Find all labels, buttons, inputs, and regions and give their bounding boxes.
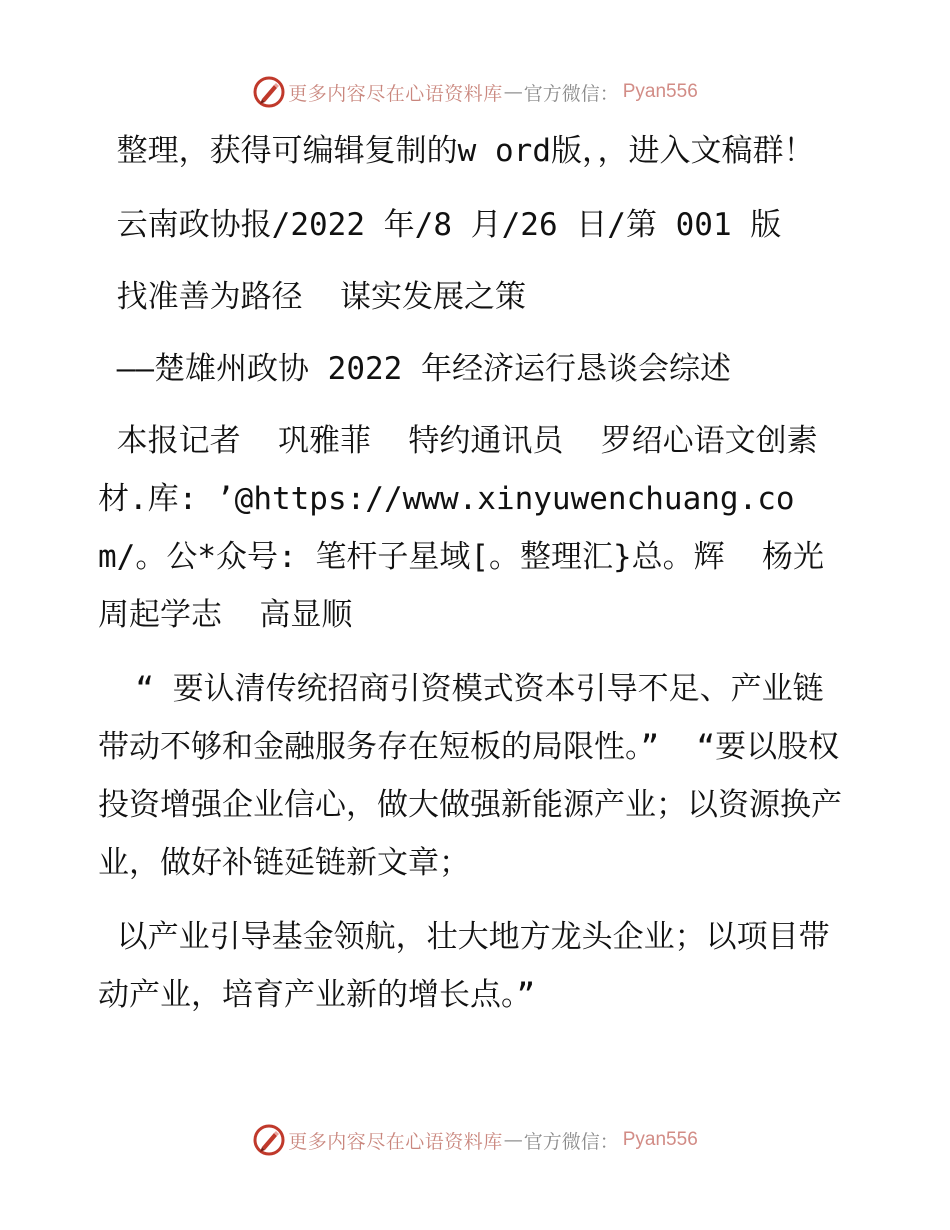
banner-wechat-id: Pyan556 [622, 1129, 698, 1150]
paragraph-source: 云南政协报/2022 年/8 月/26 日/第 001 版 [98, 207, 782, 243]
paragraph-quote-1: “ 要认清传统招商引资模式资本引导不足、产业链带动不够和金融服务存在短板的局限性。” “要以股权投资增强企业信心，做大做强新能源产业；以资源换产业，做好补链延链新文章； [98, 671, 842, 881]
banner-separator: — [503, 81, 523, 103]
header-banner [0, 72, 950, 112]
paragraph-subheadline: ——楚雄州政协 2022 年经济运行恳谈会综述 [98, 351, 731, 387]
banner-text: 更多内容尽在心语资料库 [288, 1130, 503, 1153]
pen-logo-icon [252, 75, 286, 109]
banner-text: 更多内容尽在心语资料库 [288, 82, 503, 105]
pen-logo-icon [252, 1123, 286, 1157]
paragraph-headline: 找准善为路径 谋实发展之策 [98, 279, 526, 315]
footer-banner [0, 1120, 950, 1160]
banner-wechat-id: Pyan556 [622, 81, 698, 102]
banner-wechat-label: 官方微信： [523, 82, 619, 105]
banner-wechat-label: 官方微信： [523, 1130, 619, 1153]
document-body [98, 122, 850, 1040]
paragraph-byline: 本报记者 巩雅菲 特约通讯员 罗绍心语文创素材.库: ’@https://www.xinyuwenchuang.com/。公*众号: 笔杆子星域[。整理汇}总。辉 杨光周起学志 高显顺 [98, 423, 824, 633]
paragraph-quote-2: 以产业引导基金领航，壮大地方龙头企业；以项目带动产业，培育产业新的增长点。” [98, 919, 830, 1013]
paragraph-intro: 整理，获得可编辑复制的w ord版，，进入文稿群！ [98, 133, 815, 169]
banner-separator: — [503, 1129, 523, 1151]
